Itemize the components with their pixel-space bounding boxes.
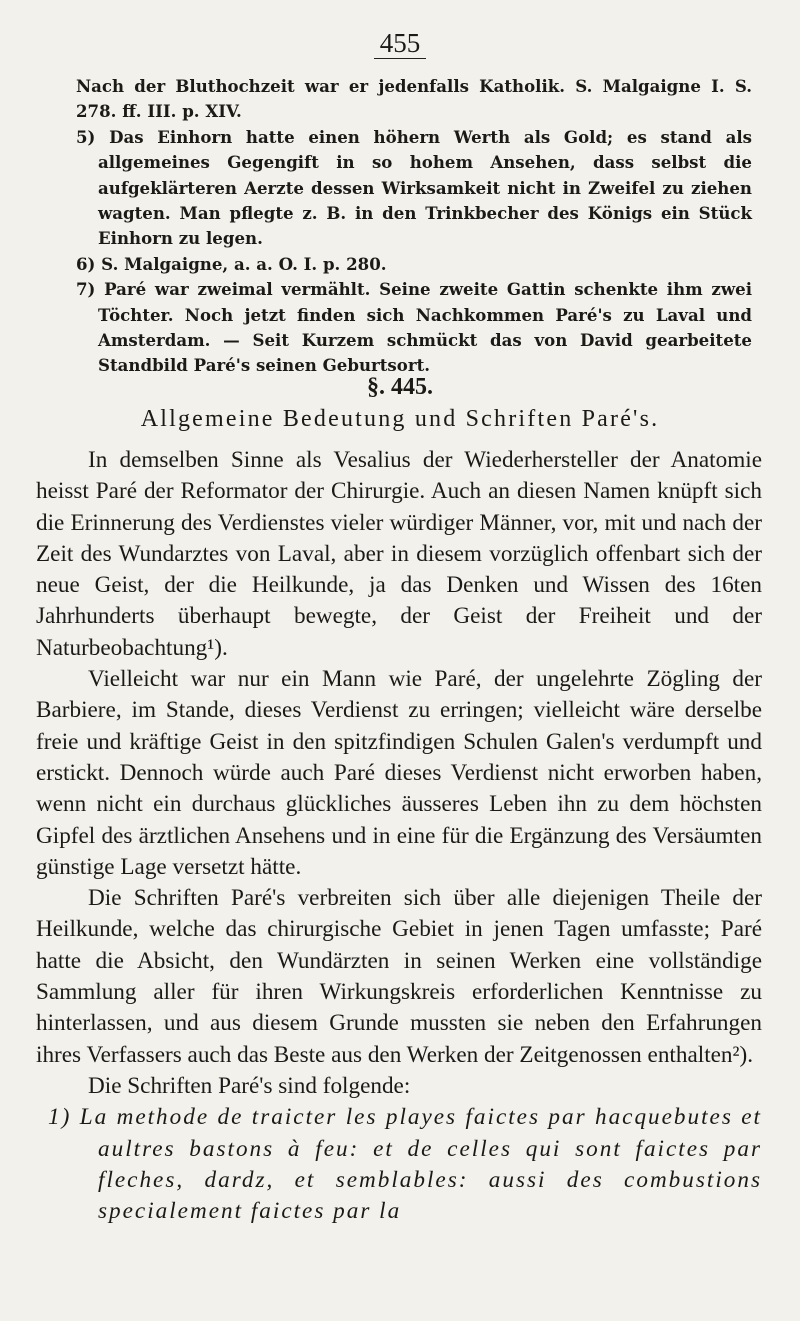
page-number: 455 xyxy=(0,28,800,59)
body-text xyxy=(36,445,762,1227)
paragraph: In demselben Sinne als Vesalius der Wiederhersteller der Anatomie heisst Paré der Reformator der Chirurgie. Auch an diesen Namen knüpft sich die Erinnerung des Verdienstes vieler würdiger Männer, vor, mit und nach der Zeit des Wundarztes von Laval, aber in diesem vorzüglich offenbart sich der neue Geist, der die Heilkunde, ja das Denken und Wissen des 16ten Jahrhunderts überhaupt bewegte, der Geist der Freiheit und der Naturbeobachtung¹). xyxy=(36,447,762,661)
footnote-continuation: Nach der Bluthochzeit war er jedenfalls Katholik. S. Malgaigne I. S. 278. ff. III. p. XIV. xyxy=(76,76,752,122)
paragraph: Die Schriften Paré's verbreiten sich über alle diejenigen Theile der Heilkunde, welche das chirurgische Gebiet in jenen Tagen umfasste; Paré hatte die Absicht, den Wundärzten in seinen Werken eine vollständige Sammlung aller für ihren Wirkungskreis erforderlichen Kenntnisse zu hinterlassen, und aus diesem Grunde mussten sie neben den Erfahrungen ihres Verfassers auch das Beste aus den Werken der Zeitgenossen enthalten²). xyxy=(36,885,762,1068)
footnote-6: 6) S. Malgaigne, a. a. O. I. p. 280. xyxy=(76,253,387,274)
paragraph: Vielleicht war nur ein Mann wie Paré, der ungelehrte Zögling der Barbiere, im Stande, dieses Verdienst zu erringen; vielleicht wäre derselbe freie und kräftige Geist in den spitzfindigen Schulen Galen's verdumpft und erstickt. Dennoch würde auch Paré dieses Verdienst nicht erworben haben, wenn nicht ein durchaus glückliches äusseres Leben ihn zu dem höchsten Gipfel des ärztlichen Ansehens und in eine für die Ergänzung des Versäumten günstige Lage versetzt hätte. xyxy=(36,666,762,880)
list-item: 1) La methode de traicter les playes faictes par hacquebutes et aultres bastons à feu: et de celles qui sont faictes par fleches, dardz, et semblables: aussi des combustions specialement faictes par la xyxy=(48,1104,762,1225)
section-title: Allgemeine Bedeutung und Schriften Paré's. xyxy=(140,406,660,432)
footnotes xyxy=(76,74,752,379)
paragraph: Die Schriften Paré's sind folgende: xyxy=(88,1072,411,1099)
footnote-7: 7) Paré war zweimal vermählt. Seine zweite Gattin schenkte ihm zwei Töchter. Noch jetzt finden sich Nachkommen Paré's zu Laval und Amsterdam. — Seit Kurzem schmückt das von David gearbeitete Standbild Paré's seinen Geburtsort. xyxy=(76,279,752,376)
section-number: §. 445. xyxy=(367,374,433,400)
footnote-5: 5) Das Einhorn hatte einen höhern Werth als Gold; es stand als allgemeines Gegengift in so hohem Ansehen, dass selbst die aufgeklärteren Aerzte dessen Wirksamkeit nicht in Zweifel zu ziehen wagten. Man pflegte z. B. in den Trinkbecher des Königs ein Stück Einhorn zu legen. xyxy=(76,126,752,249)
